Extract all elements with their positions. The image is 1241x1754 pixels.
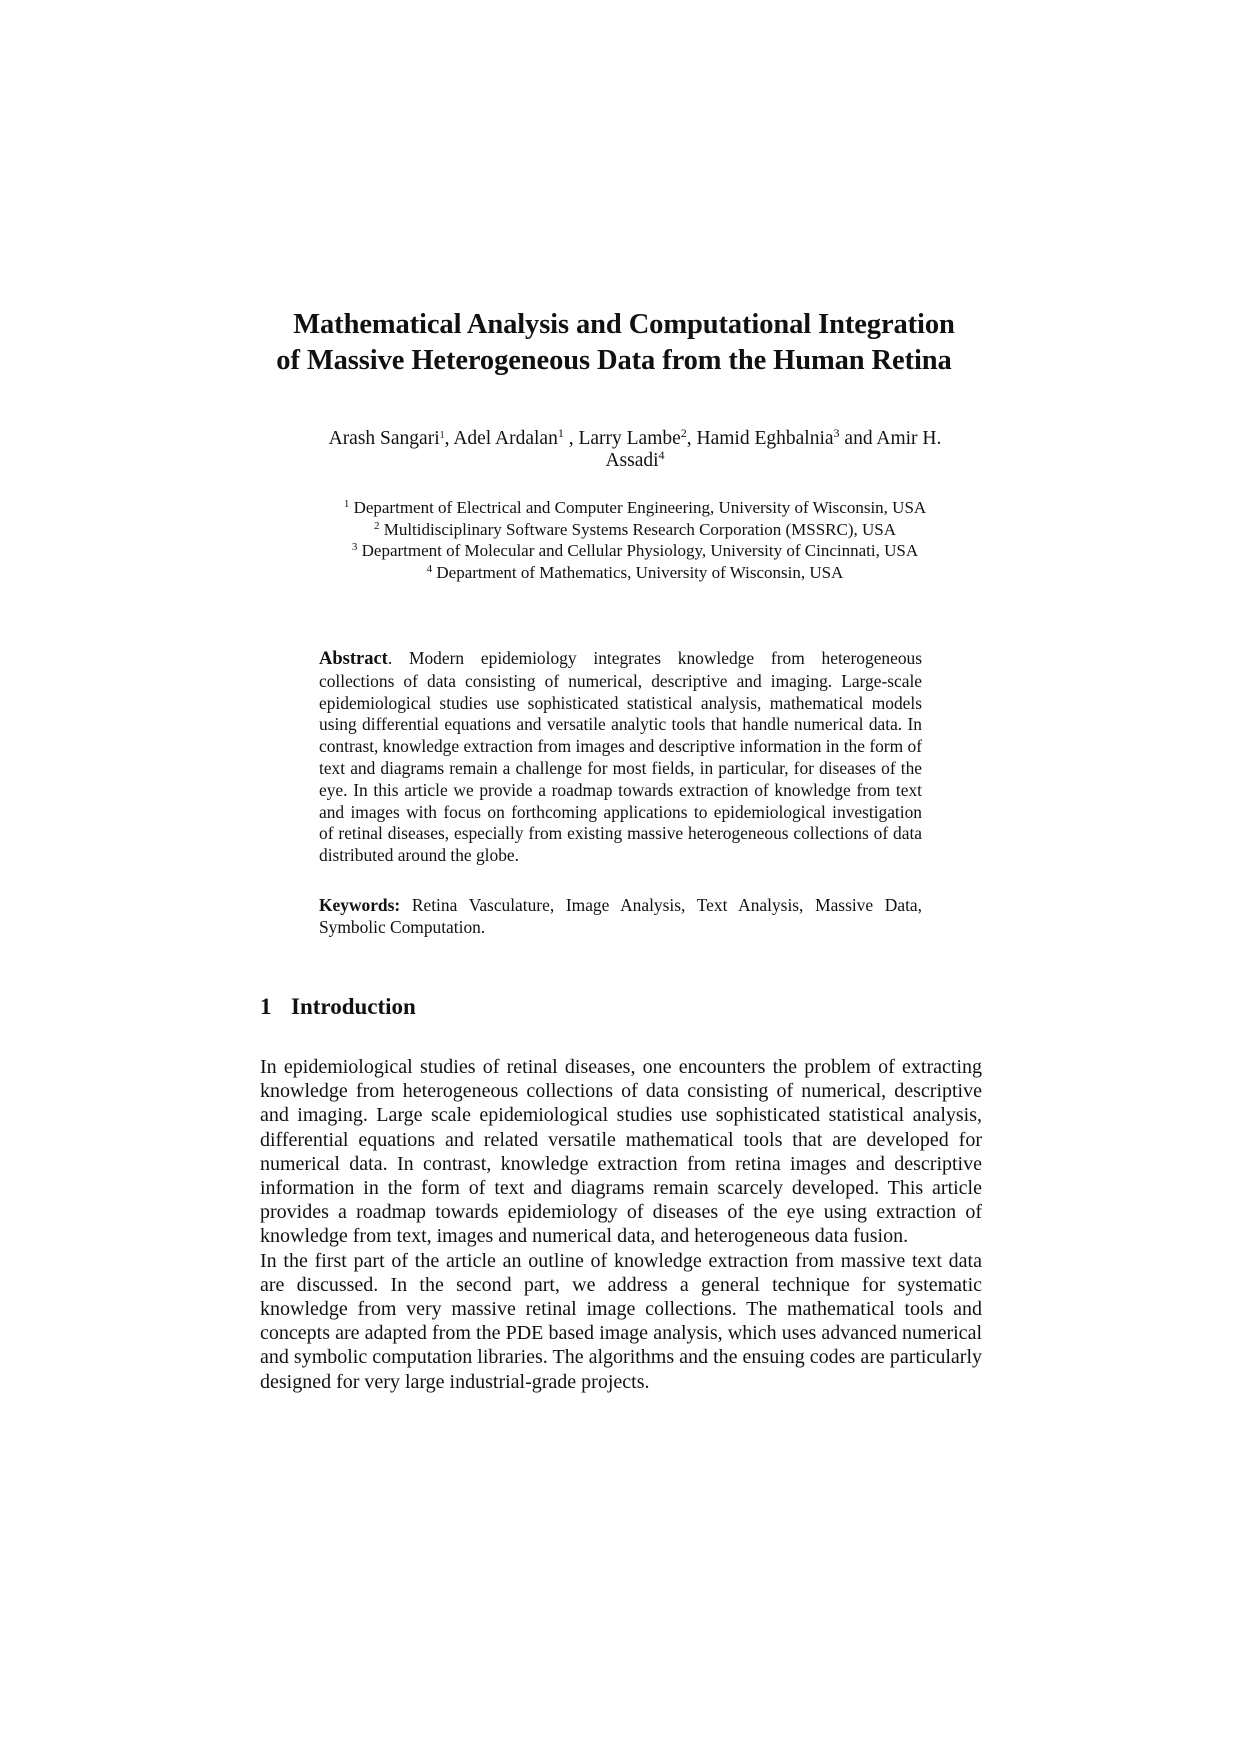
abstract: [319, 648, 922, 867]
affiliation-list: [290, 497, 980, 583]
affiliation-marker: 3: [833, 426, 840, 440]
author-separator: ,: [686, 428, 697, 449]
affiliation-text: Department of Electrical and Computer Engineering, University of Wisconsin, USA: [349, 498, 927, 517]
affiliation-number: 4: [426, 562, 433, 575]
keywords-text: Retina Vasculature, Image Analysis, Text Analysis, Massive Data, Symbolic Computation.: [319, 895, 922, 937]
affiliation-text: Department of Molecular and Cellular Physiology, University of Cincinnati, USA: [357, 541, 919, 560]
affiliation-marker: 1: [557, 426, 564, 440]
affiliation-item: [290, 540, 980, 562]
author-name-part: Amir H.: [876, 428, 942, 449]
author-separator: ,: [563, 428, 579, 449]
author-line-1: [290, 428, 980, 450]
affiliation-item: [290, 519, 980, 541]
title-line-1: Mathematical Analysis and Computational Integration: [293, 309, 955, 340]
affiliation-text: Multidisciplinary Software Systems Research Corporation (MSSRC), USA: [379, 519, 897, 539]
introduction-body: [260, 1055, 982, 1394]
affiliation-item: [290, 562, 980, 584]
affiliation-marker: 4: [658, 448, 665, 462]
author-separator: ,: [444, 428, 454, 449]
author-name: Hamid Eghbalnia: [696, 428, 834, 449]
affiliation-marker: 1: [439, 430, 445, 441]
author-name: Larry Lambe: [578, 428, 681, 449]
paragraph: In the first part of the article an outline of knowledge extraction from massive text data are discussed. In the second part, we address a general technique for systematic knowledge from very massive retinal image collections. The mathematical tools and concepts are adapted from the PDE based image analysis, which uses advanced numerical and symbolic computation libraries. The algorithms and the ensuing codes are particularly designed for very large industrial-grade projects.: [260, 1249, 982, 1393]
author-name: Adel Ardalan: [453, 428, 558, 449]
author-list: [290, 428, 980, 472]
author-name: Arash Sangari: [328, 428, 440, 449]
paper-title: [250, 307, 990, 379]
affiliation-marker: 2: [680, 426, 687, 440]
section-heading-introduction: [260, 993, 416, 1021]
paragraph: In epidemiological studies of retinal diseases, one encounters the problem of extracting knowledge from heterogeneous collections of data consisting of numerical, descriptive and imaging. Large scale epidemiological studies use sophisticated statistical analysis, differential equations and related versatile mathematical tools that are developed for numerical data. In contrast, knowledge extraction from retina images and descriptive information in the form of text and diagrams remain scarcely developed. This article provides a roadmap towards epidemiology of diseases of the eye using extraction of knowledge from text, images and numerical data, and heterogeneous data fusion.: [260, 1056, 982, 1248]
affiliation-text: Department of Mathematics, University of Wisconsin, USA: [432, 562, 844, 582]
author-separator: and: [839, 428, 877, 449]
title-line-2: of Massive Heterogeneous Data from the Human Retina: [276, 345, 952, 376]
affiliation-number: 3: [351, 541, 358, 553]
affiliation-number: 2: [373, 519, 380, 532]
author-name-part: Assadi: [605, 450, 659, 471]
affiliation-item: [290, 497, 980, 519]
abstract-text: . Modern epidemiology integrates knowledge from heterogeneous collections of data consisting of numerical, descriptive and imaging. Large-scale epidemiological studies use sophisticated statistical analysis, mathematical models using differential equations and versatile analytic tools that handle numerical data. In contrast, knowledge extraction from images and descriptive information in the form of text and diagrams remain a challenge for most fields, in particular, for diseases of the eye. In this article we provide a roadmap towards extraction of knowledge from text and images with focus on forthcoming applications to epidemiological investigation of retinal diseases, especially from existing massive heterogeneous collections of data distributed around the globe.: [319, 648, 922, 866]
abstract-label: Abstract: [319, 649, 388, 669]
keywords-label: Keywords:: [319, 895, 401, 915]
keywords: [319, 895, 922, 939]
affiliation-number: 1: [343, 498, 350, 510]
author-line-2: [290, 450, 980, 472]
section-number: 1: [260, 994, 272, 1019]
section-title: Introduction: [291, 994, 416, 1019]
